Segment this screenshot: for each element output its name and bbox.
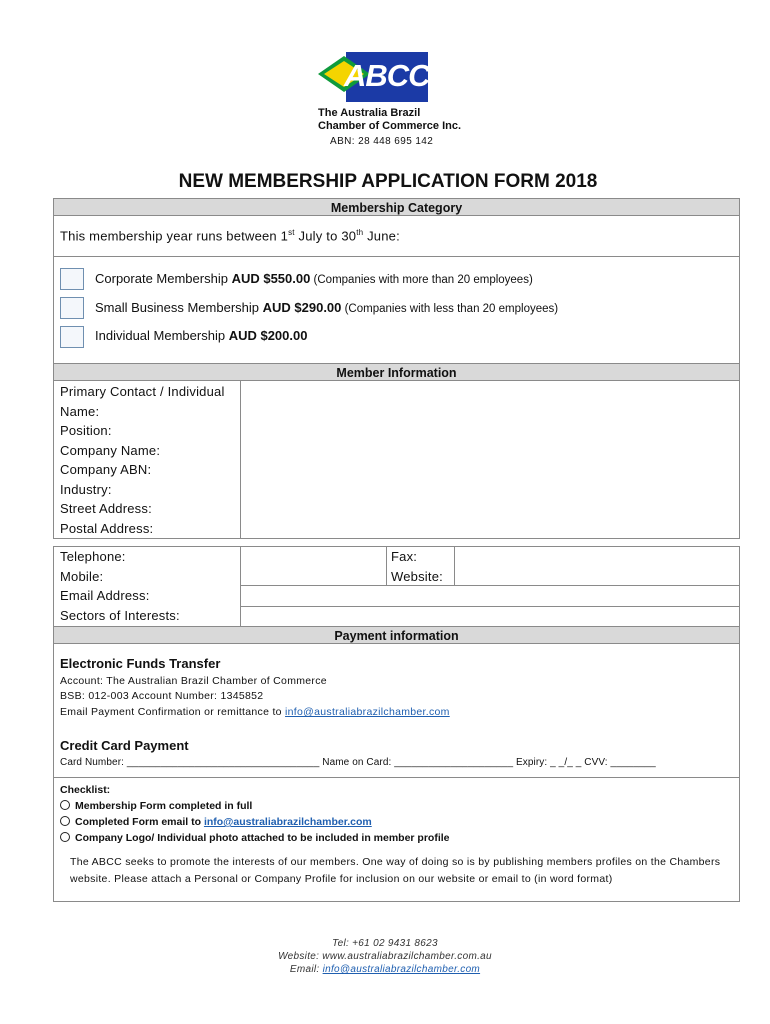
radio-circle-icon[interactable] bbox=[60, 800, 70, 810]
org-name-line1: The Australia Brazil bbox=[318, 107, 421, 119]
position-label: Position: bbox=[60, 423, 112, 438]
company-abn-label: Company ABN: bbox=[60, 462, 152, 477]
checklist-item-logo: Company Logo/ Individual photo attached to be included in member profile bbox=[60, 832, 450, 844]
radio-circle-icon[interactable] bbox=[60, 832, 70, 842]
footer-email-link[interactable]: info@australiabrazilchamber.com bbox=[322, 964, 481, 975]
credit-card-fields: Card Number: __________________________________ Name on Card: _____________________ Expiry: _ _/_ _ CVV: ________ bbox=[60, 757, 656, 768]
corporate-membership-checkbox[interactable] bbox=[60, 268, 84, 290]
telephone-label: Telephone: bbox=[60, 549, 126, 564]
logo-text: ABCC bbox=[344, 58, 430, 93]
website-label: Website: bbox=[391, 568, 443, 584]
sectors-of-interests-label: Sectors of Interests: bbox=[60, 607, 180, 623]
payment-information-heading: Payment information bbox=[53, 626, 740, 644]
footer-telephone: Tel: +61 02 9431 8623 bbox=[332, 938, 438, 949]
checklist-note: The ABCC seeks to promote the interests of our members. One way of doing so is by publishing members profiles on the Chambers website. Please attach a Personal or Company Profile for inclusion on our website or email to (in word format) bbox=[70, 856, 721, 885]
checklist-email-link[interactable]: info@australiabrazilchamber.com bbox=[203, 816, 372, 828]
primary-contact-label: Primary Contact / Individual bbox=[60, 384, 225, 399]
membership-year-text: This membership year runs between 1st July to 30th June: bbox=[60, 228, 400, 244]
eft-title: Electronic Funds Transfer bbox=[60, 656, 221, 671]
form-title: NEW MEMBERSHIP APPLICATION FORM 2018 bbox=[178, 171, 598, 192]
small-business-membership-option: Small Business Membership AUD $290.00 (Companies with less than 20 employees) bbox=[95, 300, 559, 315]
fax-label: Fax: bbox=[391, 549, 418, 564]
eft-email-link[interactable]: info@australiabrazilchamber.com bbox=[285, 706, 450, 718]
membership-category-heading: Membership Category bbox=[53, 198, 740, 216]
eft-email-confirmation: Email Payment Confirmation or remittance to info@australiabrazilchamber.com bbox=[60, 706, 450, 718]
abcc-logo bbox=[318, 50, 430, 106]
radio-circle-icon[interactable] bbox=[60, 816, 70, 826]
eft-bsb: BSB: 012-003 Account Number: 1345852 bbox=[60, 690, 264, 702]
credit-card-title: Credit Card Payment bbox=[60, 738, 189, 753]
org-name-line2: Chamber of Commerce Inc. bbox=[318, 120, 462, 132]
mobile-label: Mobile: bbox=[60, 568, 104, 584]
individual-membership-option: Individual Membership AUD $200.00 bbox=[95, 328, 308, 343]
industry-label: Industry: bbox=[60, 481, 112, 497]
street-address-label: Street Address: bbox=[60, 501, 152, 516]
email-address-label: Email Address: bbox=[60, 588, 150, 603]
company-name-label: Company Name: bbox=[60, 442, 161, 458]
abn-number: ABN: 28 448 695 142 bbox=[330, 136, 434, 147]
corporate-membership-option: Corporate Membership AUD $550.00 (Companies with more than 20 employees) bbox=[95, 271, 533, 286]
footer-email: Email: info@australiabrazilchamber.com bbox=[289, 964, 481, 975]
checklist-item-form: Membership Form completed in full bbox=[60, 800, 252, 812]
name-label: Name: bbox=[60, 403, 100, 419]
primary-contact-input[interactable] bbox=[241, 381, 739, 420]
footer-website: Website: www.australiabrazilchamber.com.au bbox=[278, 951, 492, 962]
postal-address-label: Postal Address: bbox=[60, 520, 154, 536]
checklist-title: Checklist: bbox=[60, 784, 111, 796]
checklist-item-email: Completed Form email to info@australiabrazilchamber.com bbox=[60, 816, 372, 828]
member-information-heading: Member Information bbox=[53, 363, 740, 381]
eft-account: Account: The Australian Brazil Chamber of Commerce bbox=[60, 675, 327, 687]
individual-membership-checkbox[interactable] bbox=[60, 326, 84, 348]
small-business-membership-checkbox[interactable] bbox=[60, 297, 84, 319]
